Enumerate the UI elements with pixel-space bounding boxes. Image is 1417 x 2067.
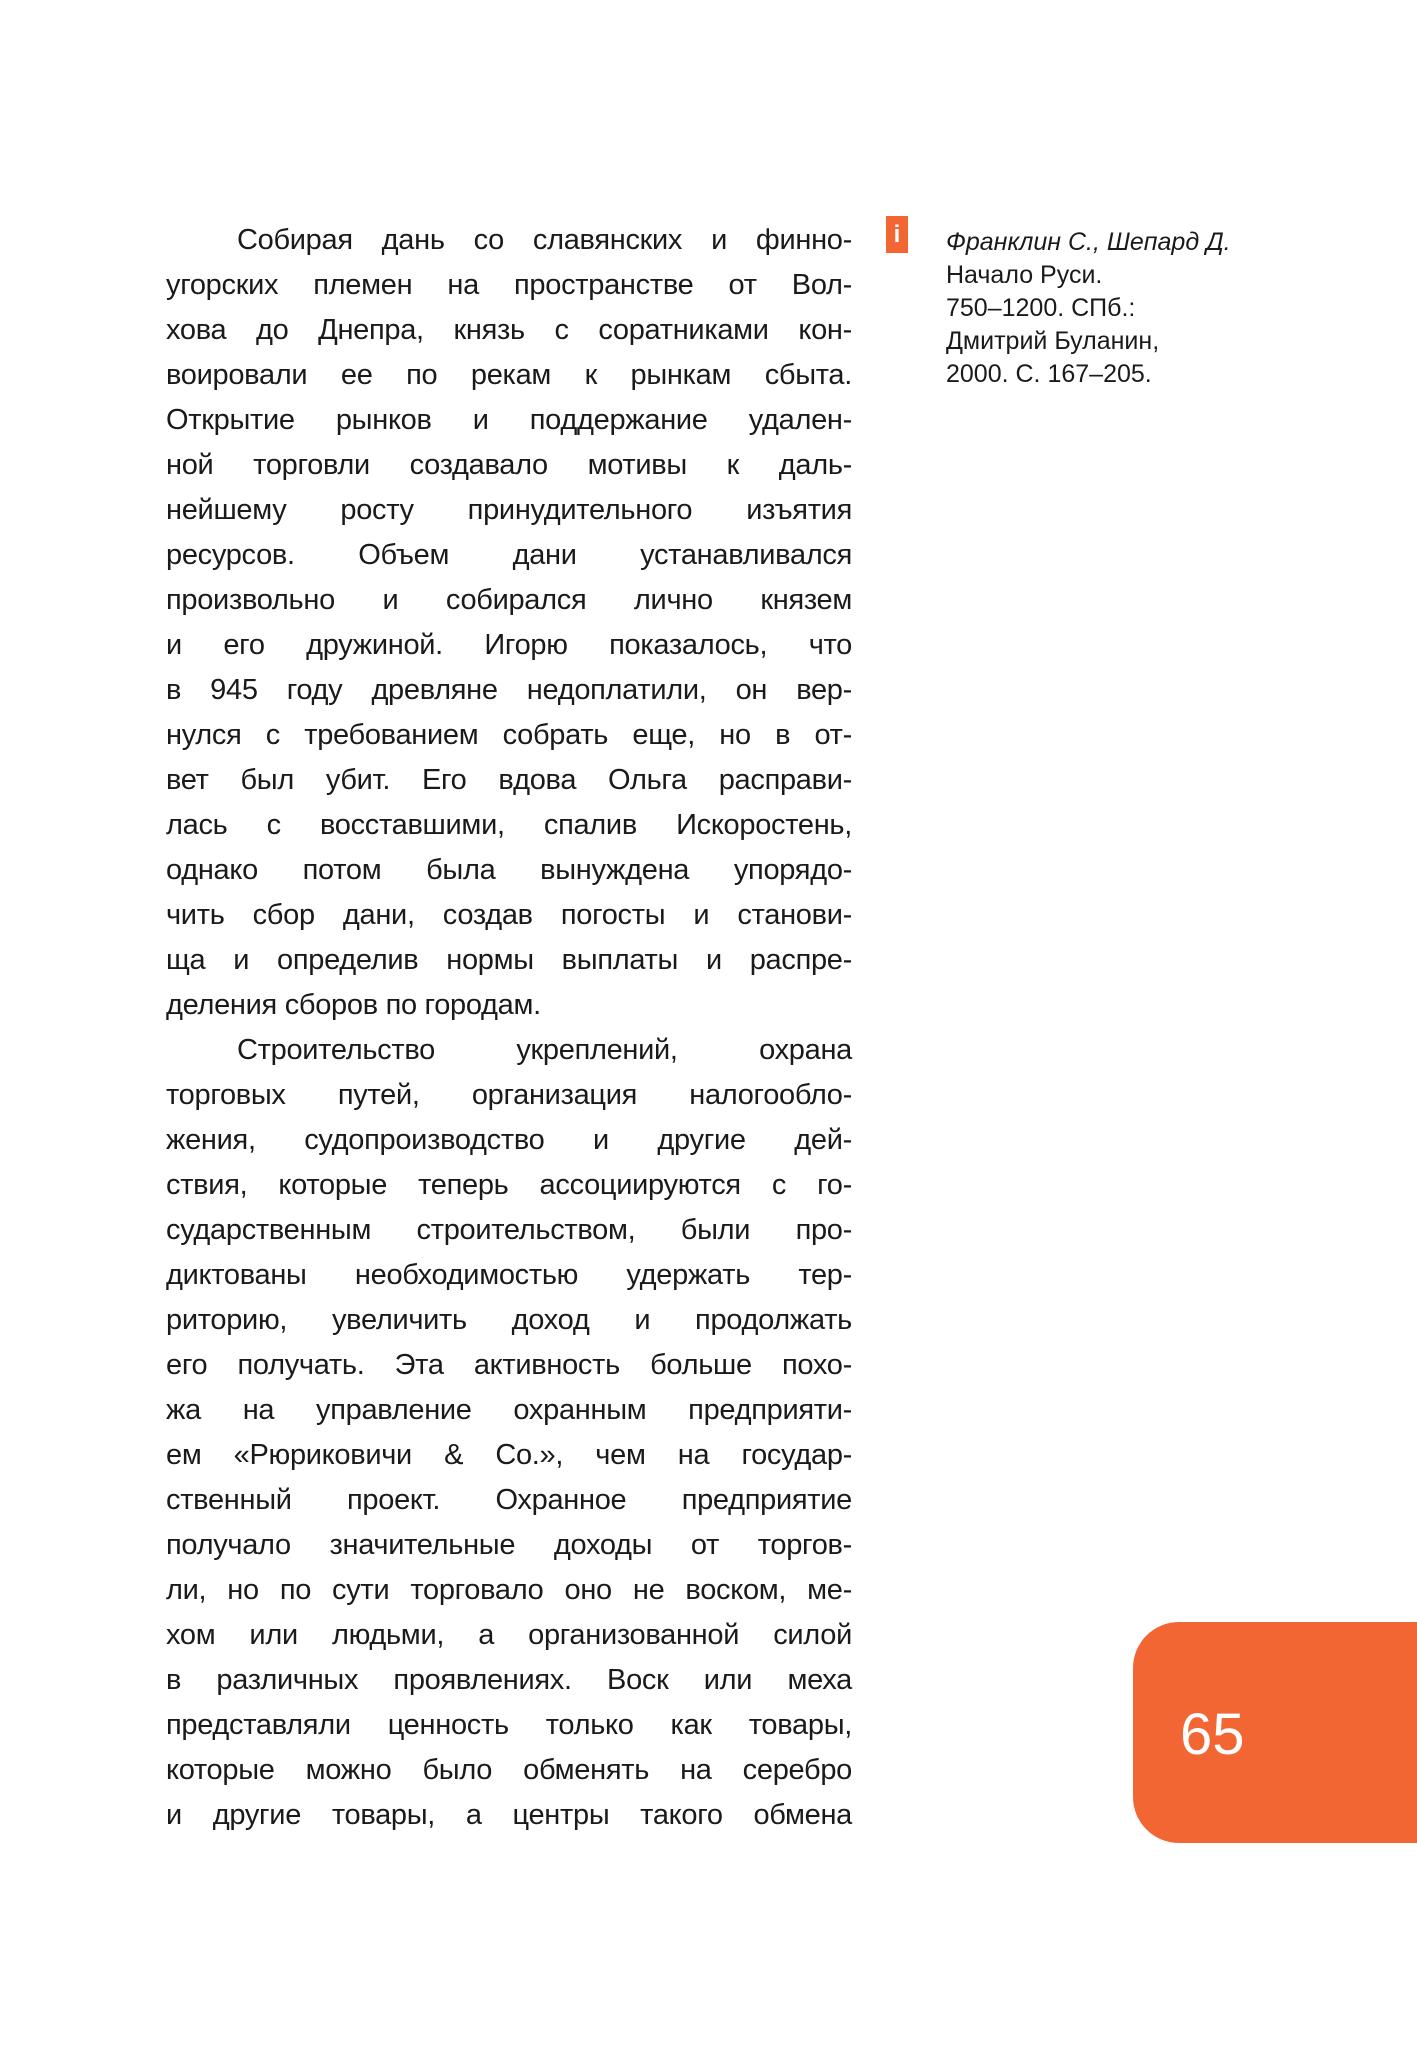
text-line: его получать. Эта активность больше похо-	[166, 1349, 852, 1381]
text-line: сударственным строительством, были про-	[166, 1214, 852, 1246]
text-line: ственный проект. Охранное предприятие	[166, 1484, 852, 1516]
sidenote-reference	[946, 226, 1231, 391]
text-line: и его дружиной. Игорю показалось, что	[166, 629, 852, 661]
text-line: хова до Днепра, князь с соратниками кон-	[166, 314, 852, 346]
text-line: Открытие рынков и поддержание удален-	[166, 404, 852, 436]
text-line: торговых путей, организация налогообло-	[166, 1079, 852, 1111]
text-line: представляли ценность только как товары,	[166, 1709, 852, 1741]
text-line: и другие товары, а центры такого обмена	[166, 1799, 852, 1831]
body-text	[166, 218, 852, 1838]
text-line: угорских племен на пространстве от Вол-	[166, 269, 852, 301]
text-line: ли, но по сути торговало оно не воском, ме-	[166, 1574, 852, 1606]
text-line: ной торговли создавало мотивы к даль-	[166, 449, 852, 481]
info-icon: i	[886, 216, 908, 253]
sidenote-line: Начало Руси.	[946, 261, 1103, 289]
text-line: жения, судопроизводство и другие дей-	[166, 1124, 852, 1156]
text-line: воировали ее по рекам к рынкам сбыта.	[166, 359, 852, 391]
text-line: хом или людьми, а организованной силой	[166, 1619, 852, 1651]
text-line: риторию, увеличить доход и продолжать	[166, 1304, 852, 1336]
text-line: лась с восставшими, спалив Искоростень,	[166, 809, 852, 841]
text-line: произвольно и собирался лично князем	[166, 584, 852, 616]
text-line: ствия, которые теперь ассоциируются с го-	[166, 1169, 852, 1201]
text-line: Собирая дань со славянских и финно-	[237, 224, 852, 256]
text-line: нейшему росту принудительного изъятия	[166, 494, 852, 526]
page-number-tab	[1133, 1622, 1417, 1843]
sidenote-line: 2000. С. 167–205.	[946, 360, 1152, 388]
text-line: однако потом была вынуждена упорядо-	[166, 854, 852, 886]
text-line: которые можно было обменять на серебро	[166, 1754, 852, 1786]
sidenote-line: 750–1200. СПб.:	[946, 294, 1136, 322]
text-line: нулся с требованием собрать еще, но в от-	[166, 719, 852, 751]
text-line: в 945 году древляне недоплатили, он вер-	[166, 674, 852, 706]
sidenote-authors: Франклин С., Шепард Д.	[946, 228, 1231, 256]
page-number: 65	[1180, 1702, 1245, 1767]
text-line: в различных проявлениях. Воск или меха	[166, 1664, 852, 1696]
text-line: получало значительные доходы от торгов-	[166, 1529, 852, 1561]
text-line: Строительство укреплений, охрана	[237, 1034, 852, 1066]
text-line: чить сбор дани, создав погосты и станови-	[166, 899, 852, 931]
text-line: ресурсов. Объем дани устанавливался	[166, 539, 852, 571]
text-line: диктованы необходимостью удержать тер-	[166, 1259, 852, 1291]
sidenote-line: Дмитрий Буланин,	[946, 327, 1160, 355]
text-line: жа на управление охранным предприяти-	[166, 1394, 852, 1426]
text-line: ща и определив нормы выплаты и распре-	[166, 944, 852, 976]
text-line: ем «Рюриковичи & Co.», чем на государ-	[166, 1439, 852, 1471]
text-line: деления сборов по городам.	[166, 989, 541, 1021]
text-line: вет был убит. Его вдова Ольга расправи-	[166, 764, 852, 796]
